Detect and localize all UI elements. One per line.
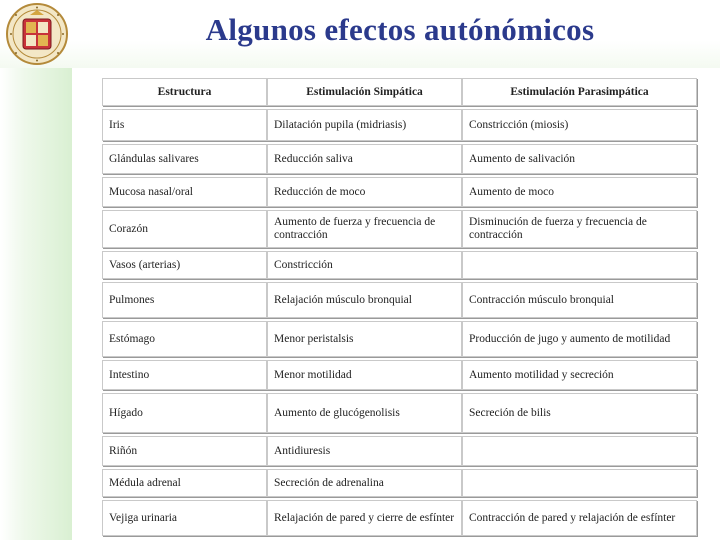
cell-estructura: Corazón [102, 210, 267, 248]
cell-simpatica: Secreción de adrenalina [267, 469, 462, 497]
cell-estructura: Glándulas salivares [102, 144, 267, 174]
university-seal-icon [6, 3, 68, 65]
cell-simpatica: Reducción saliva [267, 144, 462, 174]
left-decorative-band [0, 68, 72, 540]
table-row [102, 210, 697, 248]
cell-parasimpatica: Aumento de moco [462, 177, 697, 207]
cell-estructura: Riñón [102, 436, 267, 466]
cell-simpatica: Dilatación pupila (midriasis) [267, 109, 462, 141]
cell-simpatica: Relajación de pared y cierre de esfínter [267, 500, 462, 536]
cell-parasimpatica: Contracción músculo bronquial [462, 282, 697, 318]
cell-parasimpatica [462, 436, 697, 466]
cell-parasimpatica: Aumento de salivación [462, 144, 697, 174]
cell-parasimpatica: Aumento motilidad y secreción [462, 360, 697, 390]
header-simpatica: Estimulación Simpática [267, 78, 462, 106]
cell-estructura: Mucosa nasal/oral [102, 177, 267, 207]
cell-estructura: Vejiga urinaria [102, 500, 267, 536]
table-row [102, 109, 697, 141]
table-row [102, 251, 697, 279]
page-title: Algunos efectos autónómicos [205, 12, 595, 47]
header-estructura: Estructura [102, 78, 267, 106]
cell-parasimpatica: Constricción (miosis) [462, 109, 697, 141]
cell-parasimpatica [462, 251, 697, 279]
cell-simpatica: Relajación músculo bronquial [267, 282, 462, 318]
cell-parasimpatica [462, 469, 697, 497]
cell-estructura: Médula adrenal [102, 469, 267, 497]
cell-simpatica: Reducción de moco [267, 177, 462, 207]
table-header-row [102, 78, 697, 106]
cell-estructura: Hígado [102, 393, 267, 433]
cell-estructura: Vasos (arterias) [102, 251, 267, 279]
cell-simpatica: Aumento de glucógenolisis [267, 393, 462, 433]
cell-estructura: Pulmones [102, 282, 267, 318]
cell-simpatica: Antidiuresis [267, 436, 462, 466]
cell-estructura: Intestino [102, 360, 267, 390]
table-row [102, 144, 697, 174]
cell-estructura: Estómago [102, 321, 267, 357]
cell-simpatica: Aumento de fuerza y frecuencia de contracción [267, 210, 462, 248]
table-row [102, 469, 697, 497]
effects-table [102, 78, 697, 539]
cell-parasimpatica: Disminución de fuerza y frecuencia de contracción [462, 210, 697, 248]
table-row [102, 177, 697, 207]
cell-estructura: Iris [102, 109, 267, 141]
table-row [102, 393, 697, 433]
table-row [102, 360, 697, 390]
table-row [102, 321, 697, 357]
table-row [102, 282, 697, 318]
table-row [102, 436, 697, 466]
cell-simpatica: Menor peristalsis [267, 321, 462, 357]
cell-parasimpatica: Producción de jugo y aumento de motilidad [462, 321, 697, 357]
cell-simpatica: Constricción [267, 251, 462, 279]
cell-parasimpatica: Secreción de bilis [462, 393, 697, 433]
cell-simpatica: Menor motilidad [267, 360, 462, 390]
header-parasimpatica: Estimulación Parasimpática [462, 78, 697, 106]
table-row [102, 500, 697, 536]
cell-parasimpatica: Contracción de pared y relajación de esfínter [462, 500, 697, 536]
effects-table-container [102, 78, 697, 539]
